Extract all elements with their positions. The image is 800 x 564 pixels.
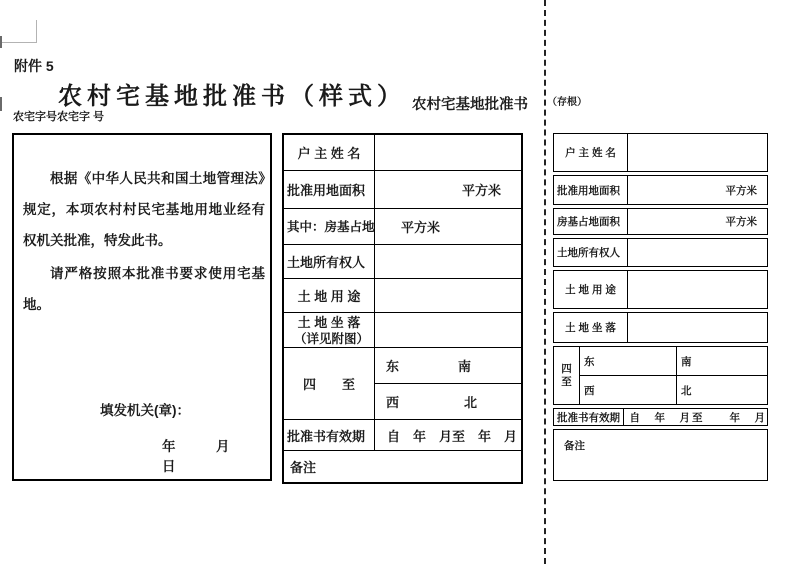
stub-validity-value: 自 年 月至 年 月 [629, 411, 767, 424]
table-row [284, 347, 521, 419]
table-row [284, 419, 521, 451]
validity-label: 批准书有效期 [284, 420, 375, 451]
boundaries-row-top [375, 348, 521, 383]
page-title: 农村宅基地批准书（样式） [58, 83, 406, 110]
stub-land-usage-value-cell [628, 271, 767, 308]
table-row [553, 408, 768, 426]
stub-boundaries-grid [580, 347, 767, 404]
householder-value-cell [375, 135, 521, 170]
margin-crop-mark-vertical [36, 20, 37, 43]
table-row [284, 278, 521, 312]
land-usage-value-cell [375, 279, 521, 312]
stub-validity-label: 批准书有效期 [554, 409, 624, 425]
table-row [553, 312, 768, 343]
table-row [553, 238, 768, 267]
stub-approved-area-label: 批准用地面积 [554, 176, 628, 204]
stub-south-label: 南 [681, 355, 692, 368]
table-row [553, 429, 768, 481]
boundaries-label: 四 至 [284, 348, 375, 419]
table-row [553, 208, 768, 235]
north-label: 北 [464, 394, 478, 410]
housing-area-label: 其中：房基占地 [284, 209, 375, 244]
housing-area-unit: 平方米 [401, 219, 441, 235]
stub-housing-area-label: 房基占地面积 [554, 209, 628, 234]
land-owner-value-cell [375, 245, 521, 279]
stub-boundaries-char-1: 四 [561, 362, 572, 375]
stub-tag-label: （存根） [547, 97, 587, 108]
stub-east-label: 东 [580, 347, 677, 375]
cut-line-dashed [544, 0, 546, 564]
notice-paragraph-1: 根据《中华人民共和国土地管理法》规定，本项农村村民宅基地用地业经有权机关批准，特发此书。 [23, 171, 265, 248]
stub-approved-area-unit: 平方米 [725, 184, 757, 197]
table-row [553, 270, 768, 309]
approved-area-unit: 平方米 [461, 182, 501, 198]
screen-edge-artifact [0, 97, 2, 111]
table-row [284, 135, 521, 170]
notice-box [12, 133, 272, 481]
stub-boundaries-label [554, 347, 580, 404]
table-row [284, 208, 521, 244]
stub-north-label: 北 [681, 384, 692, 397]
stub-land-location-label: 土 地 坐 落 [554, 313, 628, 342]
screen-edge-artifact [0, 36, 2, 48]
boundaries-row-bottom [375, 383, 521, 419]
land-location-value-cell [375, 313, 521, 347]
stub-householder-value-cell [628, 134, 767, 171]
south-label: 南 [458, 358, 472, 374]
table-row [284, 244, 521, 279]
approved-area-label: 批准用地面积 [284, 171, 375, 209]
stub-boundaries-row-top [580, 347, 767, 375]
stub-boundaries-row-bottom [580, 375, 767, 404]
boundaries-grid [375, 348, 521, 419]
stub-form-table [553, 133, 768, 481]
stub-housing-area-unit: 平方米 [725, 216, 757, 228]
doc-number-line: 农宅字号农宅字 号 [13, 111, 105, 123]
stub-householder-label: 户 主 姓 名 [554, 134, 628, 171]
land-usage-label: 土 地 用 途 [284, 279, 375, 312]
table-row [284, 312, 521, 347]
table-row [553, 346, 768, 405]
stub-title: 农村宅基地批准书 [412, 97, 528, 113]
stub-remarks-label: 备注 [564, 440, 585, 452]
land-owner-label: 土地所有权人 [284, 245, 375, 279]
householder-label: 户 主 姓 名 [284, 135, 375, 170]
stub-land-owner-label: 土地所有权人 [554, 239, 628, 266]
attachment-label: 附件 5 [14, 58, 54, 74]
west-label: 西 [386, 394, 400, 410]
land-location-label [284, 313, 375, 347]
stub-land-owner-value-cell [628, 239, 767, 266]
remarks-label: 备注 [290, 460, 317, 476]
issuing-authority-label: 填发机关(章)： [100, 403, 190, 418]
main-form-table [282, 133, 523, 484]
stub-boundaries-char-2: 至 [561, 375, 572, 388]
notice-paragraph-2: 请严格按照本批准书要求使用宅基地。 [23, 266, 265, 312]
table-row [553, 175, 768, 205]
table-row [284, 450, 521, 482]
stub-west-label: 西 [580, 376, 677, 404]
issue-date-line: 年 月 日 [162, 439, 270, 474]
validity-value: 自 年 月至 年 月 [387, 428, 518, 444]
table-row [284, 170, 521, 209]
east-label: 东 [386, 358, 400, 374]
land-location-label-line2: （详见附图） [293, 332, 369, 347]
land-location-label-line1: 土 地 坐 落 [297, 315, 361, 331]
table-row [553, 133, 768, 172]
stub-land-usage-label: 土 地 用 途 [554, 271, 628, 308]
margin-crop-mark-horizontal [2, 42, 37, 43]
stub-land-location-value-cell [628, 313, 767, 342]
